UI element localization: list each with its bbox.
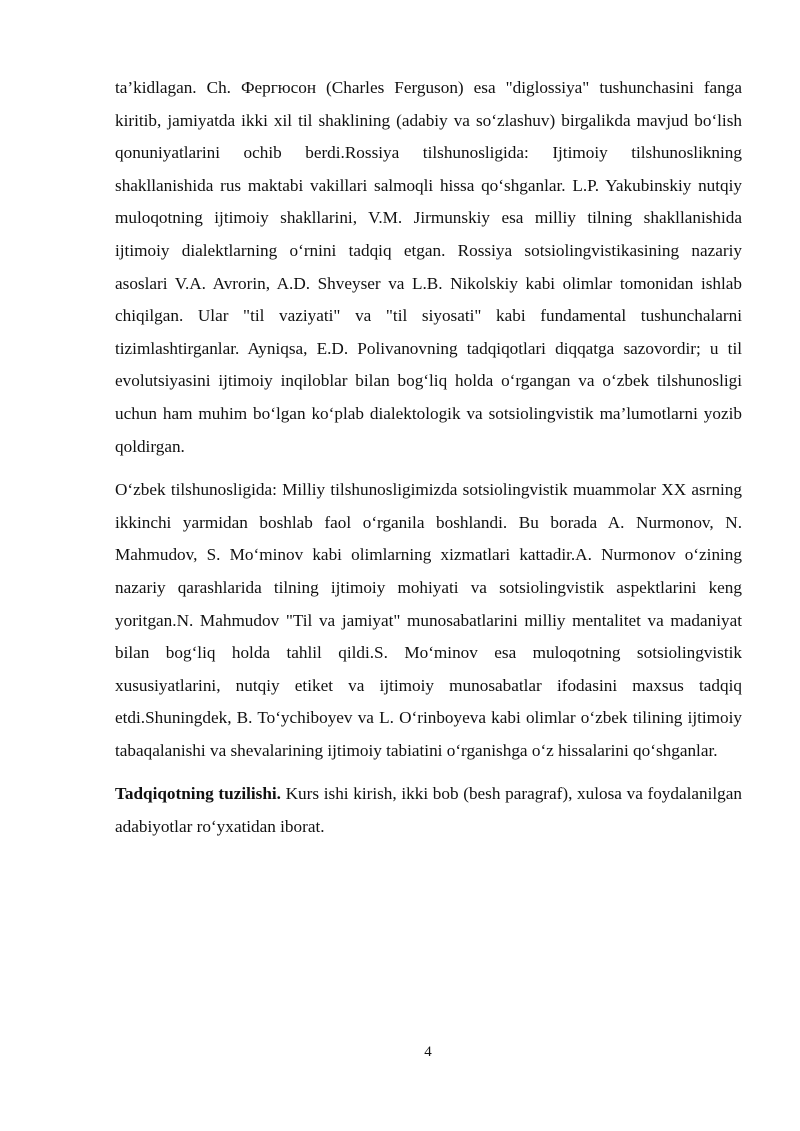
paragraph-3-text: Kurs ishi kirish, ikki bob (besh paragraf), xulosa va foydalanilgan adabiyotlar ro‘yxatidan iborat.: [115, 784, 742, 837]
page-number: 4: [424, 1044, 432, 1060]
paragraph-2-text: O‘zbek tilshunosligida: Milliy tilshunosligimizda sotsiolingvistik muammolar XX asrning ikkinchi yarmidan boshlab faol o‘rganila boshlandi. Bu borada A. Nurmonov, N. Mahmudov, S. Mo‘minov kabi olimlarning xizmatlari kattadir.A. Nurmonov o‘zining nazariy qarashlarida tilning ijtimoiy mohiyati va sotsiolingvistik aspektlarini keng yoritgan.N. Mahmudov "Til va jamiyat" munosabatlarini milliy mentalitet va madaniyat bilan bog‘liq holda tahlil qildi.S. Mo‘minov esa muloqotning sotsiolingvistik xususiyatlarini, nutqiy etiket va ijtimoiy munosabatlar ifodasini maxsus tadqiq etdi.Shuningdek, B. To‘ychiboyev va L. O‘rinboyeva kabi olimlar o‘zbek tilining ijtimoiy tabaqalanishi va shevalarining ijtimoiy tabiatini o‘rganishga o‘z hissalarini qo‘shganlar.: [115, 480, 742, 760]
paragraph-3: [115, 778, 742, 843]
paragraph-1: [115, 72, 742, 463]
paragraph-1-text: ta’kidlagan. Ch. Фергюсон (Charles Ferguson) esa "diglossiya" tushunchasini fanga kiritib, jamiyatda ikki xil til shaklining (adabiy va so‘zlashuv) birgalikda mavjud bo‘lish qonuniyatlarini ochib berdi.Rossiya tilshunosligida: Ijtimoiy tilshunoslikning shakllanishida rus maktabi vakillari salmoqli hissa qo‘shganlar. L.P. Yakubinskiy nutqiy muloqotning ijtimoiy shakllarini, V.M. Jirmunskiy esa milliy tilning shakllanishida ijtimoiy dialektlarning o‘rnini tadqiq etgan. Rossiya sotsiolingvistikasining nazariy asoslari V.A. Avrorin, A.D. Shveyser va L.B. Nikolskiy kabi olimlar tomonidan ishlab chiqilgan. Ular "til vaziyati" va "til siyosati" kabi fundamental tushunchalarni tizimlashtirganlar. Ayniqsa, E.D. Polivanovning tadqiqotlari diqqatga sazovordir; u til evolutsiyasini ijtimoiy inqiloblar bilan bog‘liq holda o‘rgangan va o‘zbek tilshunosligi uchun ham muhim bo‘lgan ko‘plab dialektologik va sotsiolingvistik ma’lumotlarni yozib qoldirgan.: [115, 78, 742, 456]
section-heading-structure: Tadqiqotning tuzilishi.: [115, 784, 281, 804]
paragraph-2: [115, 474, 742, 767]
